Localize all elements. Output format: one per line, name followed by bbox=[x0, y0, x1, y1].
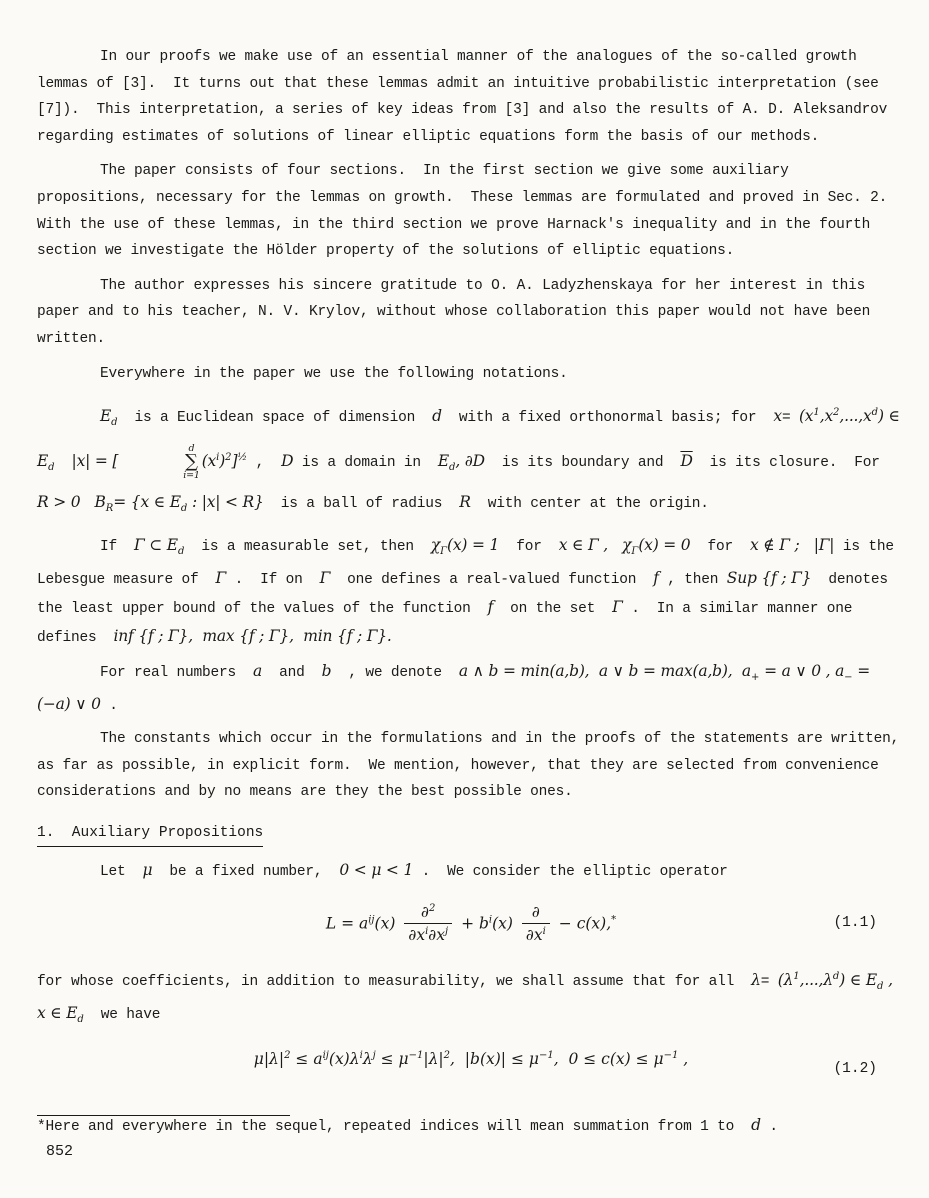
math-run: R bbox=[105, 503, 114, 515]
text-run: , bbox=[247, 455, 282, 472]
math-run: −1 bbox=[538, 1050, 554, 1062]
math-run: d ∑ i=1 bbox=[183, 442, 200, 482]
paragraph-growth-lemmas bbox=[37, 44, 905, 150]
math-run: (x) = 1 bbox=[447, 536, 500, 555]
math-run: ≤ μ bbox=[375, 1050, 409, 1069]
math-run: E bbox=[437, 452, 449, 471]
math-run: = {x ∈ E bbox=[113, 493, 181, 512]
math-run: j bbox=[372, 1050, 376, 1062]
math-run: −1 bbox=[408, 1050, 424, 1062]
math-run: x ∈ Γ , χ bbox=[558, 536, 632, 555]
section-heading: 1. Auxiliary Propositions bbox=[37, 822, 263, 847]
text-run bbox=[55, 455, 72, 471]
paragraph-notations-intro bbox=[37, 361, 905, 388]
text-run: be a fixed number, bbox=[152, 863, 340, 880]
math-run: ij bbox=[322, 1050, 329, 1062]
page-number: 852 bbox=[46, 1143, 74, 1160]
math-run: R > 0 B bbox=[37, 493, 106, 512]
math-run: $\overline{D}$ bbox=[680, 452, 693, 471]
math-run: (x) bbox=[374, 913, 401, 932]
text-run: If bbox=[100, 539, 135, 556]
math-run: (x)λ bbox=[328, 1050, 360, 1069]
math-run: λ bbox=[362, 1050, 373, 1069]
text-run: *Here and everywhere in the sequel, repeated indices will mean summation from 1 to bbox=[37, 1119, 752, 1136]
text-run: In our proofs we make use of an essential manner of the analogues of the so-called growth lemmas of [3]. It turns out that these lemmas admit an intuitive probabilistic interpretation (see [7]). This interpretation, a series of key ideas from [3] and also the results of A. D. Aleksandrov regarding estimates of solutions of linear elliptic equations form the basis of our methods. bbox=[37, 49, 896, 145]
math-run: d bbox=[448, 462, 456, 474]
text-run: , we denote bbox=[331, 665, 459, 682]
math-run: 2 bbox=[284, 1050, 291, 1062]
math-run: 2 bbox=[225, 452, 232, 464]
math-run: i bbox=[488, 913, 493, 925]
text-run: is a ball of radius bbox=[263, 496, 460, 513]
page-content bbox=[37, 44, 908, 1141]
math-run: − bbox=[844, 672, 853, 684]
paragraph-euclidean-space bbox=[37, 395, 905, 526]
footnote-text bbox=[37, 1112, 905, 1141]
text-run: is a Euclidean space of dimension bbox=[117, 410, 433, 427]
text-run: with center at the origin. bbox=[470, 496, 709, 513]
text-run: we have bbox=[83, 1007, 161, 1024]
math-run: R bbox=[459, 493, 471, 512]
math-run: d bbox=[751, 1116, 761, 1135]
text-run: = bbox=[781, 410, 799, 427]
text-run: The author expresses his sincere gratitude to O. A. Ladyzhenskaya for her interest in this paper and to his teacher, N. V. Krylov, without whose collaboration this paper would not have been written. bbox=[37, 277, 879, 347]
text-run: for bbox=[499, 539, 559, 556]
math-run: d bbox=[877, 981, 884, 993]
math-run: * bbox=[611, 913, 617, 925]
math-run: Γ bbox=[440, 546, 448, 558]
math-run: ) bbox=[219, 452, 226, 471]
math-run: d bbox=[871, 407, 878, 419]
paragraph-constants bbox=[37, 726, 908, 806]
math-run: Sup {f ; Γ} bbox=[726, 569, 812, 588]
math-run: , 0 ≤ c(x) ≤ μ bbox=[553, 1050, 664, 1069]
math-run: ij bbox=[368, 913, 375, 925]
math-run: = (−a) ∨ 0 bbox=[37, 662, 875, 714]
math-run: + b bbox=[456, 913, 489, 932]
math-run: d bbox=[177, 546, 185, 558]
text-run: Everywhere in the paper we use the following notations. bbox=[100, 365, 568, 382]
math-run: ∂x bbox=[525, 925, 543, 944]
text-run: , then bbox=[658, 572, 727, 589]
math-run: a ∧ b = min(a,b), a ∨ b = max(a,b), a bbox=[458, 662, 751, 681]
math-run: (x) bbox=[492, 913, 518, 932]
math-run: D bbox=[281, 452, 294, 471]
text-run: for whose coefficients, in addition to measurability, we shall assume that for all bbox=[37, 974, 752, 991]
math-run: ½ bbox=[237, 452, 248, 464]
math-run: ,x bbox=[819, 407, 833, 426]
math-run: L = a bbox=[325, 913, 369, 932]
paragraph-let-mu bbox=[37, 857, 905, 886]
math-run: ≤ a bbox=[290, 1050, 323, 1069]
math-run: b bbox=[321, 662, 332, 681]
paragraph-real-numbers bbox=[37, 658, 905, 720]
text-run: is the Lebesgue measure of bbox=[37, 539, 903, 589]
math-run: , bbox=[678, 1050, 689, 1069]
math-run: i bbox=[542, 925, 546, 937]
text-run: . In a similar manner one defines bbox=[37, 601, 861, 647]
equation-1-1-number: (1.1) bbox=[833, 915, 877, 932]
math-run: , ∂D bbox=[455, 452, 485, 471]
math-run: Γ bbox=[612, 598, 623, 617]
equation-1-1-row bbox=[37, 902, 905, 946]
math-run: (x) = 0 bbox=[638, 536, 691, 555]
math-run: χ bbox=[430, 536, 441, 555]
math-run bbox=[522, 902, 550, 946]
math-run: 1 bbox=[793, 971, 800, 983]
text-run: with a fixed orthonormal basis; for bbox=[441, 410, 774, 427]
math-run: ∂x bbox=[408, 925, 426, 944]
math-run: , x ∈ E bbox=[37, 971, 903, 1023]
math-run: x ∉ Γ ; |Γ| bbox=[749, 536, 835, 555]
text-run: . If on bbox=[226, 572, 320, 589]
math-run: − c(x), bbox=[553, 913, 612, 932]
text-run: = bbox=[760, 974, 778, 991]
math-run: ∂ bbox=[421, 902, 430, 921]
math-run: d bbox=[48, 462, 55, 474]
paragraph-coefficients bbox=[37, 963, 905, 1033]
math-run: x bbox=[773, 407, 782, 426]
text-run: is a measurable set, then bbox=[184, 539, 431, 556]
math-run: 2 bbox=[833, 407, 840, 419]
math-run: (λ bbox=[777, 971, 794, 990]
math-run: (x bbox=[201, 452, 217, 471]
math-run: inf {f ; Γ}, max {f ; Γ}, min {f ; Γ}. bbox=[113, 627, 392, 646]
text-run: The paper consists of four sections. In the first section we give some auxiliary propositions, necessary for the lemmas on growth. These lemmas are formulated and proved in Sec. 2. With the use of these lemmas, in the third section we prove Harnack's inequality and in the fourth section we investigate the Hölder property of the solutions of elliptic equations. bbox=[37, 163, 896, 260]
math-run: Γ ⊂ E bbox=[134, 536, 178, 555]
text-run: is a domain in bbox=[293, 455, 438, 472]
equation-1-2-row bbox=[37, 1049, 905, 1089]
math-run: 2 bbox=[429, 902, 436, 914]
text-run: . bbox=[100, 698, 118, 715]
math-run: 2 bbox=[443, 1050, 451, 1062]
math-run: ∂ bbox=[531, 902, 540, 921]
text-run: on the set bbox=[493, 601, 613, 618]
math-run: ) ∈ E bbox=[37, 407, 905, 471]
equation-1-2 bbox=[254, 1049, 688, 1068]
equation-1-2-number: (1.2) bbox=[833, 1061, 877, 1078]
text-run: is its boundary and bbox=[484, 455, 681, 472]
text-run: one defines a real-valued function bbox=[330, 572, 654, 589]
paragraph-measurable-set bbox=[37, 532, 905, 652]
math-run: 1 bbox=[813, 407, 820, 419]
math-run: a bbox=[253, 662, 263, 681]
math-run: d bbox=[180, 503, 188, 515]
math-run: Γ bbox=[319, 569, 331, 588]
math-run: |λ| bbox=[423, 1050, 444, 1069]
math-run: (x bbox=[798, 407, 814, 426]
math-run: f bbox=[487, 598, 494, 617]
math-run: d bbox=[77, 1014, 84, 1026]
text-run: The constants which occur in the formulations and in the proofs of the statements are written, as far as possible, in explicit form. We mention, however, that they are selected from convenience considerations and by no means are they the best possible ones. bbox=[37, 731, 908, 801]
math-run: |x| = [ bbox=[71, 452, 119, 471]
equation-1-1 bbox=[326, 902, 616, 946]
text-run: . We consider the elliptic operator bbox=[413, 863, 728, 880]
math-run: d bbox=[832, 971, 840, 983]
math-run: ,...,λ bbox=[799, 971, 833, 990]
text-run: For real numbers bbox=[100, 665, 254, 682]
math-run: ,...,x bbox=[839, 407, 872, 426]
text-run: . bbox=[760, 1119, 778, 1136]
math-run: ] bbox=[231, 452, 238, 471]
paragraph-paper-structure bbox=[37, 158, 905, 264]
math-run: i bbox=[216, 452, 220, 464]
math-run: Γ bbox=[631, 546, 639, 558]
math-run: μ|λ| bbox=[253, 1050, 285, 1069]
footnote bbox=[37, 1107, 905, 1141]
section-heading-row bbox=[37, 814, 905, 857]
math-run: i bbox=[359, 1050, 363, 1062]
text-run: for bbox=[690, 539, 750, 556]
math-run: −1 bbox=[663, 1050, 679, 1062]
math-run: d bbox=[432, 407, 442, 426]
math-run: Γ bbox=[215, 569, 227, 588]
text-run: Let bbox=[100, 863, 143, 880]
math-run: = a ∨ 0 , a bbox=[759, 662, 845, 681]
math-run: , |b(x)| ≤ μ bbox=[450, 1050, 539, 1069]
math-run: μ bbox=[142, 860, 153, 879]
math-run: E bbox=[100, 407, 112, 426]
math-run: j bbox=[445, 925, 449, 937]
math-run: ) ∈ E bbox=[839, 971, 877, 990]
paragraph-acknowledgements bbox=[37, 273, 905, 353]
footnote-rule bbox=[37, 1115, 290, 1116]
math-run: ∂x bbox=[428, 925, 446, 944]
math-run: + bbox=[750, 672, 760, 684]
math-run: λ bbox=[751, 971, 761, 990]
math-run: : |x| < R} bbox=[187, 493, 264, 512]
math-run: d bbox=[111, 417, 118, 429]
math-run bbox=[404, 902, 452, 946]
text-run: denotes the least upper bound of the values of the function bbox=[37, 572, 897, 618]
math-run: 0 < μ < 1 bbox=[339, 860, 414, 879]
text-run: is its closure. For bbox=[692, 455, 897, 472]
math-run: i bbox=[425, 925, 429, 937]
text-run: and bbox=[262, 665, 322, 682]
math-run: f bbox=[653, 569, 659, 588]
